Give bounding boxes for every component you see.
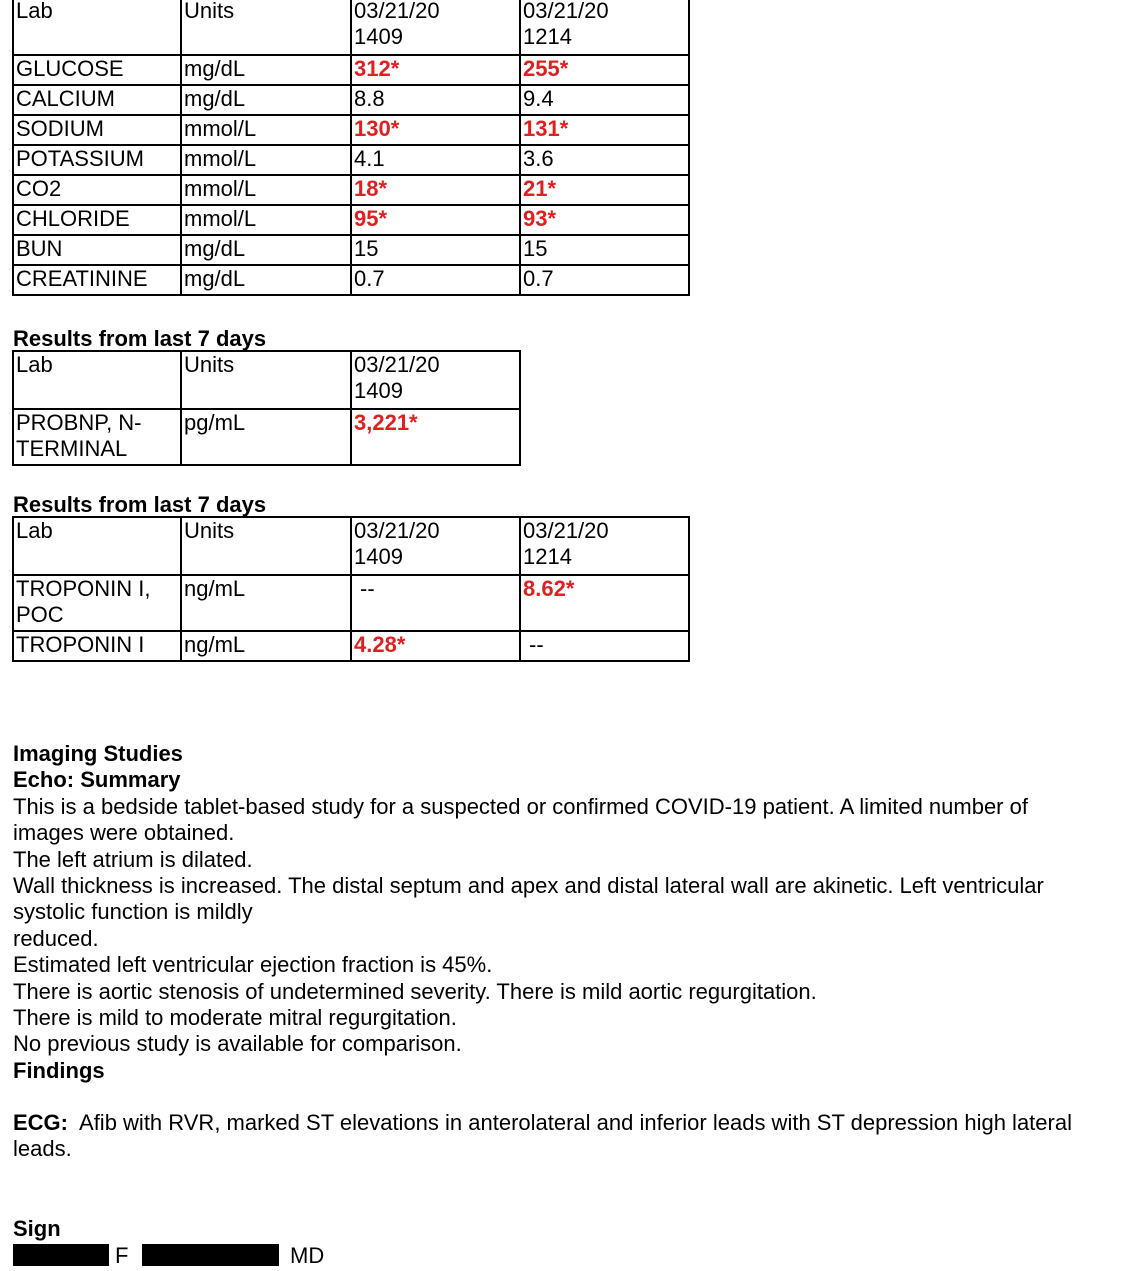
lab-name-cell: PROBNP, N- TERMINAL bbox=[13, 409, 181, 465]
result-cell: 18* bbox=[351, 175, 520, 205]
units-cell: mmol/L bbox=[181, 175, 351, 205]
column-header: 03/21/20 1214 bbox=[520, 517, 689, 575]
echo-line-5: Estimated left ventricular ejection fraction is 45%. bbox=[13, 952, 493, 978]
lab-table-basic-panel bbox=[12, 0, 690, 296]
result-cell: 4.1 bbox=[351, 145, 520, 175]
table-row bbox=[13, 265, 689, 295]
echo-line-1: This is a bedside tablet-based study for a suspected or confirmed COVID-19 patient. A limited number of images were obtained. bbox=[13, 793, 1028, 846]
units-cell: mmol/L bbox=[181, 115, 351, 145]
result-cell: 0.7 bbox=[351, 265, 520, 295]
signature-credential: MD bbox=[290, 1243, 325, 1268]
result-cell: -- bbox=[520, 631, 689, 661]
result-cell: 15 bbox=[351, 235, 520, 265]
echo-line-2: The left atrium is dilated. bbox=[13, 846, 253, 872]
table-header-row bbox=[13, 0, 689, 55]
lab-table-probnp bbox=[12, 350, 521, 466]
ecg-section bbox=[13, 1110, 1121, 1163]
result-cell: 130* bbox=[351, 115, 520, 145]
echo-line-4: reduced. bbox=[13, 925, 99, 951]
table-row bbox=[13, 115, 689, 145]
result-cell: 8.62* bbox=[520, 575, 689, 631]
table-row bbox=[13, 145, 689, 175]
table-row bbox=[13, 409, 520, 465]
echo-line-8: No previous study is available for comparison. bbox=[13, 1031, 462, 1057]
result-cell: 9.4 bbox=[520, 85, 689, 115]
units-cell: mg/dL bbox=[181, 265, 351, 295]
imaging-studies-heading: Imaging Studies bbox=[13, 741, 183, 766]
redaction-bar-first-name bbox=[13, 1244, 109, 1266]
signature-line bbox=[13, 1243, 413, 1269]
units-cell: mmol/L bbox=[181, 145, 351, 175]
sign-heading: Sign bbox=[13, 1216, 61, 1241]
result-cell: 3,221* bbox=[351, 409, 520, 465]
lab-name-cell: CHLORIDE bbox=[13, 205, 181, 235]
lab-name-cell: GLUCOSE bbox=[13, 55, 181, 85]
units-cell: mg/dL bbox=[181, 85, 351, 115]
result-cell: -- bbox=[351, 575, 520, 631]
column-header: 03/21/20 1409 bbox=[351, 351, 520, 409]
column-header: Lab bbox=[13, 351, 181, 409]
result-cell: 312* bbox=[351, 55, 520, 85]
table-row bbox=[13, 175, 689, 205]
table-row bbox=[13, 575, 689, 631]
lab-name-cell: TROPONIN I bbox=[13, 631, 181, 661]
table-row bbox=[13, 85, 689, 115]
units-cell: ng/mL bbox=[181, 575, 351, 631]
section-title-results-7-days-troponin: Results from last 7 days bbox=[13, 492, 267, 517]
result-cell: 3.6 bbox=[520, 145, 689, 175]
ecg-label: ECG: bbox=[13, 1110, 68, 1135]
table-row bbox=[13, 55, 689, 85]
table-row bbox=[13, 205, 689, 235]
column-header: 03/21/20 1409 bbox=[351, 517, 520, 575]
redaction-bar-last-name bbox=[142, 1244, 279, 1266]
result-cell: 4.28* bbox=[351, 631, 520, 661]
echo-line-7: There is mild to moderate mitral regurgitation. bbox=[13, 1005, 457, 1031]
column-header: 03/21/20 1214 bbox=[520, 0, 689, 55]
lab-name-cell: POTASSIUM bbox=[13, 145, 181, 175]
section-title-results-7-days: Results from last 7 days bbox=[13, 326, 267, 351]
units-cell: pg/mL bbox=[181, 409, 351, 465]
lab-name-cell: CALCIUM bbox=[13, 85, 181, 115]
imaging-studies-section bbox=[13, 741, 1113, 1084]
echo-line-3: Wall thickness is increased. The distal septum and apex and distal lateral wall are akinetic. Left ventricular systolic function is mildly bbox=[13, 873, 1044, 925]
units-cell: mmol/L bbox=[181, 205, 351, 235]
column-header: Lab bbox=[13, 0, 181, 55]
result-cell: 21* bbox=[520, 175, 689, 205]
units-cell: mg/dL bbox=[181, 55, 351, 85]
column-header: Units bbox=[181, 517, 351, 575]
table-row bbox=[13, 631, 689, 661]
lab-name-cell: CO2 bbox=[13, 175, 181, 205]
lab-name-cell: SODIUM bbox=[13, 115, 181, 145]
column-header: Units bbox=[181, 351, 351, 409]
units-cell: mg/dL bbox=[181, 235, 351, 265]
column-header: Lab bbox=[13, 517, 181, 575]
result-cell: 0.7 bbox=[520, 265, 689, 295]
result-cell: 255* bbox=[520, 55, 689, 85]
result-cell: 15 bbox=[520, 235, 689, 265]
column-header: 03/21/20 1409 bbox=[351, 0, 520, 55]
echo-line-6: There is aortic stenosis of undetermined severity. There is mild aortic regurgitation. bbox=[13, 978, 817, 1004]
lab-name-cell: CREATININE bbox=[13, 265, 181, 295]
lab-name-cell: BUN bbox=[13, 235, 181, 265]
findings-heading: Findings bbox=[13, 1057, 105, 1083]
signature-initial: F bbox=[115, 1243, 129, 1268]
lab-name-cell: TROPONIN I, POC bbox=[13, 575, 181, 631]
lab-table-troponin bbox=[12, 516, 690, 662]
result-cell: 95* bbox=[351, 205, 520, 235]
result-cell: 8.8 bbox=[351, 85, 520, 115]
table-row bbox=[13, 235, 689, 265]
table-header-row bbox=[13, 517, 689, 575]
column-header: Units bbox=[181, 0, 351, 55]
table-header-row bbox=[13, 351, 520, 409]
result-cell: 131* bbox=[520, 115, 689, 145]
result-cell: 93* bbox=[520, 205, 689, 235]
ecg-text: Afib with RVR, marked ST elevations in anterolateral and inferior leads with ST depression high lateral leads. bbox=[13, 1110, 1072, 1162]
units-cell: ng/mL bbox=[181, 631, 351, 661]
echo-summary-heading: Echo: Summary bbox=[13, 767, 181, 793]
